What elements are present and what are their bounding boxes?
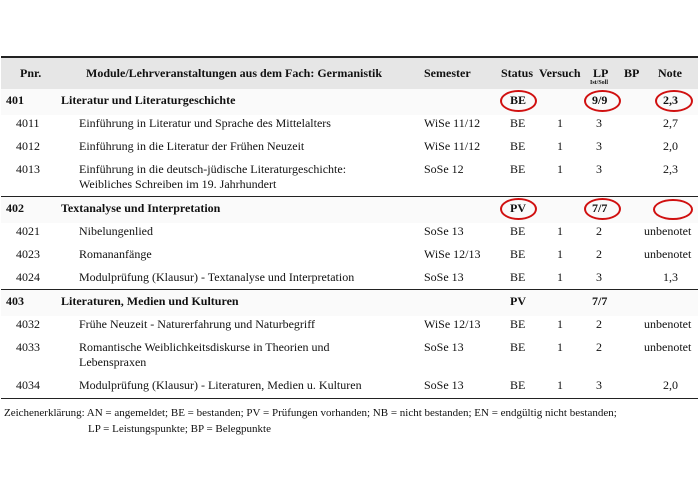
module-pnr: 401 [6, 93, 24, 107]
course-pnr: 4021 [16, 224, 40, 238]
course-status: BE [510, 139, 526, 153]
table-header [1, 56, 698, 91]
module-pnr: 403 [6, 294, 24, 308]
course-status: BE [510, 317, 526, 331]
course-lp: 3 [596, 378, 602, 392]
course-semester: SoSe 13 [424, 378, 464, 392]
course-semester: SoSe 13 [424, 224, 464, 238]
header-module: Module/Lehrveranstaltungen aus dem Fach: Germanistik [86, 66, 382, 80]
legend-line-1: Zeichenerklärung: AN = angemeldet; BE = bestanden; PV = Prüfungen vorhanden; NB = nicht bestanden; EN = endgültig nicht bestanden; [4, 407, 617, 419]
course-note: 2,0 [663, 378, 678, 392]
course-title: Romantische Weiblichkeitsdiskurse in Theorien und [79, 340, 330, 354]
header-bp: BP [624, 66, 640, 80]
course-versuch: 1 [557, 139, 563, 153]
course-versuch: 1 [557, 247, 563, 261]
annotation-oval [584, 90, 621, 112]
course-semester: SoSe 13 [424, 340, 464, 354]
annotation-oval [500, 198, 537, 220]
course-semester: SoSe 13 [424, 270, 464, 284]
course-status: BE [510, 116, 526, 130]
course-pnr: 4012 [16, 139, 40, 153]
course-pnr: 4023 [16, 247, 40, 261]
table-bottom-rule [1, 398, 698, 399]
course-title: Einführung in die Literatur der Frühen Neuzeit [79, 139, 305, 153]
course-title: Modulprüfung (Klausur) - Literaturen, Medien u. Kulturen [79, 378, 362, 392]
course-versuch: 1 [557, 340, 563, 354]
course-status: BE [510, 340, 526, 354]
legend [4, 405, 617, 437]
module-title: Textanalyse und Interpretation [61, 201, 221, 215]
course-pnr: 4013 [16, 162, 40, 176]
course-note: 2,7 [663, 116, 678, 130]
course-title: Nibelungenlied [79, 224, 153, 238]
course-versuch: 1 [557, 116, 563, 130]
course-lp: 2 [596, 340, 602, 354]
course-versuch: 1 [557, 378, 563, 392]
course-versuch: 1 [557, 270, 563, 284]
course-semester: WiSe 12/13 [424, 317, 481, 331]
course-note: unbenotet [644, 247, 692, 261]
course-title: Einführung in die deutsch-jüdische Literaturgeschichte: [79, 162, 347, 176]
course-pnr: 4034 [16, 378, 40, 392]
module-status: PV [510, 294, 526, 308]
annotation-oval [653, 199, 693, 220]
annotation-oval [655, 90, 693, 112]
course-pnr: 4033 [16, 340, 40, 354]
course-title: Romananfänge [79, 247, 152, 261]
course-note: unbenotet [644, 224, 692, 238]
course-note: 1,3 [663, 270, 678, 284]
course-status: BE [510, 247, 526, 261]
course-note: 2,3 [663, 162, 678, 176]
module-lp: 7/7 [592, 201, 608, 215]
course-pnr: 4011 [16, 116, 40, 130]
course-pnr: 4024 [16, 270, 40, 284]
course-versuch: 1 [557, 162, 563, 176]
module-title: Literatur und Literaturgeschichte [61, 93, 236, 107]
course-lp: 3 [596, 116, 602, 130]
course-note: unbenotet [644, 317, 692, 331]
module-note: 2,3 [663, 93, 678, 107]
annotation-oval [500, 90, 537, 112]
header-lp: LP [593, 66, 609, 80]
course-lp: 3 [596, 270, 602, 284]
module-lp: 9/9 [592, 93, 608, 107]
course-pnr: 4032 [16, 317, 40, 331]
course-lp: 2 [596, 317, 602, 331]
course-semester: WiSe 12/13 [424, 247, 481, 261]
module-pnr: 402 [6, 201, 24, 215]
course-versuch: 1 [557, 224, 563, 238]
course-title-line2: Lebenspraxen [79, 355, 147, 369]
legend-line-2: LP = Leistungspunkte; BP = Belegpunkte [88, 423, 271, 435]
course-note: unbenotet [644, 340, 692, 354]
course-lp: 2 [596, 247, 602, 261]
header-status: Status [501, 66, 534, 80]
course-note: 2,0 [663, 139, 678, 153]
course-status: BE [510, 378, 526, 392]
transcript-table [1, 56, 698, 400]
course-title-line2: Weibliches Schreiben im 19. Jahrhundert [79, 177, 277, 191]
course-status: BE [510, 224, 526, 238]
course-title: Frühe Neuzeit - Naturerfahrung und Naturbegriff [79, 317, 316, 331]
module-status: BE [510, 93, 527, 107]
course-title: Einführung in Literatur und Sprache des Mittelalters [79, 116, 331, 130]
course-lp: 3 [596, 139, 602, 153]
course-semester: WiSe 11/12 [424, 139, 481, 153]
header-semester: Semester [424, 66, 471, 80]
course-status: BE [510, 162, 526, 176]
annotation-oval [584, 198, 621, 220]
module-lp: 7/7 [592, 294, 608, 308]
header-lp-sub: Ist/Soll [590, 80, 609, 86]
module-status: PV [510, 201, 526, 215]
course-lp: 3 [596, 162, 602, 176]
header-versuch: Versuch [539, 66, 581, 80]
header-note: Note [658, 66, 682, 80]
module-title: Literaturen, Medien und Kulturen [61, 294, 239, 308]
course-semester: SoSe 12 [424, 162, 464, 176]
course-versuch: 1 [557, 317, 563, 331]
course-status: BE [510, 270, 526, 284]
course-semester: WiSe 11/12 [424, 116, 481, 130]
course-lp: 2 [596, 224, 602, 238]
course-title: Modulprüfung (Klausur) - Textanalyse und Interpretation [79, 270, 355, 284]
header-pnr: Pnr. [20, 66, 42, 80]
